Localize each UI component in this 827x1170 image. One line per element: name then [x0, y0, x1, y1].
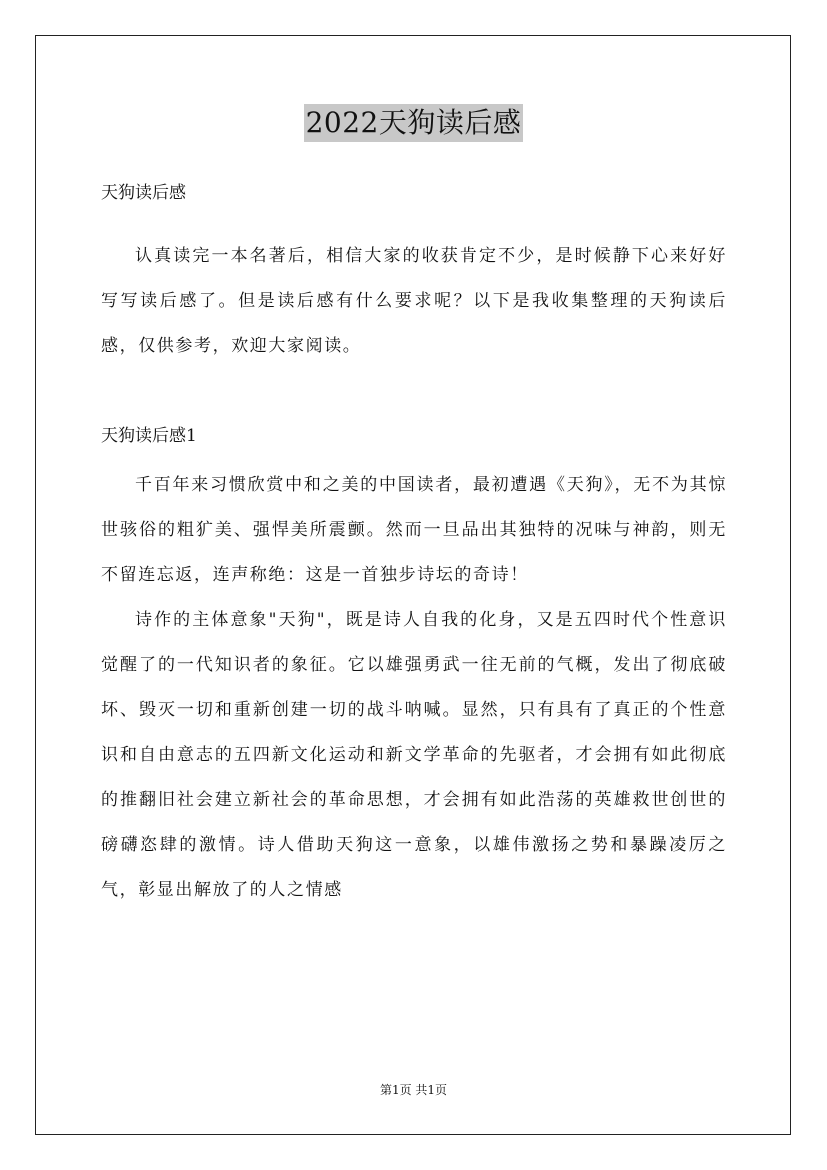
intro-paragraph: 认真读完一本名著后，相信大家的收获肯定不少，是时候静下心来好好写写读后感了。但是读后感有什么要求呢？以下是我收集整理的天狗读后感，仅供参考，欢迎大家阅读。	[101, 246, 727, 356]
section1-paragraph-2: 诗作的主体意象"天狗"，既是诗人自我的化身，又是五四时代个性意识觉醒了的一代知识者的象征。它以雄强勇武一往无前的气概，发出了彻底破坏、毁灭一切和重新创建一切的战斗呐喊。显然，只有具有了真正的个性意识和自由意志的五四新文化运动和新文学革命的先驱者，才会拥有如此彻底的推翻旧社会建立新社会的革命思想，才会拥有如此浩荡的英雄救世创世的磅礴恣肆的激情。诗人借助天狗这一意象，以雄伟激扬之势和暴躁凌厉之气，彰显出解放了的人之情感	[101, 610, 727, 900]
document-title: 2022天狗读后感	[304, 104, 524, 142]
section-gap	[101, 369, 727, 415]
document-body	[101, 172, 727, 913]
page-footer: 第1页 共1页	[379, 1083, 448, 1097]
intro-heading: 天狗读后感	[101, 183, 186, 203]
title-container	[0, 104, 827, 142]
section1-heading: 天狗读后感1	[101, 426, 197, 446]
section1-paragraph-1: 千百年来习惯欣赏中和之美的中国读者，最初遭遇《天狗》，无不为其惊世骇俗的粗犷美、强悍美所震颤。然而一旦品出其独特的况味与神韵，则无不留连忘返，连声称绝：这是一首独步诗坛的奇诗！	[101, 475, 727, 585]
